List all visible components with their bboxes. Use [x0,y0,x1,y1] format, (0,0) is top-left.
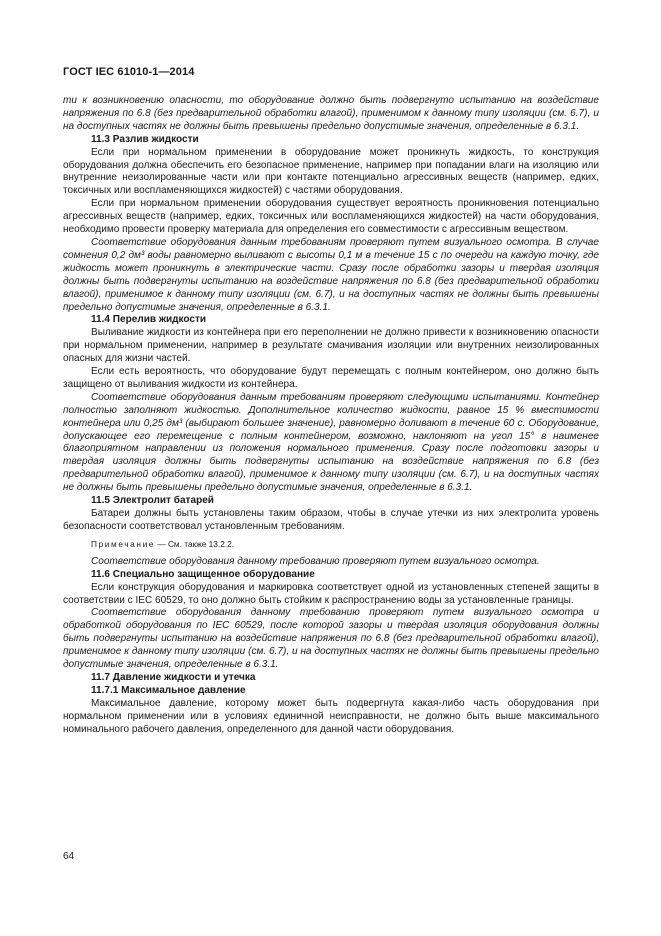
section-heading: 11.5 Электролит батарей [91,495,214,507]
compliance-paragraph: Соответствие оборудования данным требованиям проверяют путем визуального осмотра. В случае сомнения 0,2 дм³ воды равномерно выливают с высоты 0,1 м в течение 15 с по очереди на каждую точку, где жидкость может проникнуть в электрические части. Сразу после обработки зазоры и твердая изоляция должны быть подвергнуты испытанию на воздействие напряжения по 6.8 (без предварительной обработки влагой), применимое к данному типу изоляции (см. 6.7), и на доступных частях не должны быть превышены предельно допустимые значения, определенные в 6.3.1. [63,236,599,313]
paragraph: Если при нормальном применении в оборудование может проникнуть жидкость, то конструкция оборудования должна обеспечить его безопасное применение, например при попадании влаги на изоляцию или внутренние неизолированные части или при контакте потенциально агрессивных веществ (например, едких, токсичных или воспламеняющихся жидкостей) с частями оборудования. [63,146,599,197]
paragraph: Батареи должны быть установлены таким образом, чтобы в случае утечки из них электролита уровень безопасности соответствовал установленным требованиям. [63,508,599,532]
compliance-paragraph: Соответствие оборудования данному требованию проверяют путем визуального осмотра. [91,555,540,567]
section-heading: 11.7.1 Максимальное давление [91,684,246,696]
section-heading: 11.7 Давление жидкости и утечка [91,671,256,683]
paragraph: Если при нормальном применении оборудования существует вероятность проникновения потенциально агрессивных веществ (например, едких, токсичных или воспламеняющихся жидкостей) на части оборудования, необходимо провести проверку материала для определения его совместимости с агрессивным веществом. [63,198,599,236]
document-body [63,95,599,737]
section-heading: 11.4 Перелив жидкости [91,314,207,326]
page-number: 64 [63,851,75,862]
section-heading: 11.3 Разлив жидкости [91,133,199,145]
note [63,539,599,550]
compliance-paragraph: Соответствие оборудования данным требованиям проверяют следующими испытаниями. Контейнер полностью заполняют жидкостью. Дополнительное количество жидкости, равное 15 % вместимости контейнера или 0,25 дм³ (выбирают большее значение), равномерно доливают в течение 60 с. Оборудование, допускающее его перемещение с полным контейнером, возможно, наклоняют на угол 15° в наименее благоприятном направлении из положения нормального применения. Сразу после подготовки зазоры и твердая изоляция должны быть подвергнуты испытанию на воздействие напряжения по 6.8 (без предварительной обработки влагой), применимое к данному типу изоляции (см. 6.7), и на доступных частях не должны быть превышены предельно допустимые значения, определенные в 6.3.1. [63,391,599,494]
paragraph: Максимальное давление, которому может быть подвергнута какая-либо часть оборудования при нормальном применении или в условиях единичной неисправности, не должно быть выше максимального номинального рабочего давления, определенного для данной части оборудования. [63,697,599,735]
paragraph: Если есть вероятность, что оборудование будут перемещать с полным контейнером, оно должно быть защищено от выливания жидкости из контейнера. [63,366,599,390]
compliance-paragraph: Соответствие оборудования данному требованию проверяют путем визуального осмотра и обработкой оборудования по IEC 60529, после которой зазоры и твердая изоляция оборудования должны быть подвергнуты испытанию на воздействие напряжения по 6.8 (без предварительной обработки влагой), применимое к данному типу изоляции (см. 6.7), и на доступных частях не должны быть превышены предельно допустимые значения, определенные в 6.3.1. [63,607,599,671]
compliance-paragraph: ти к возникновению опасности, то оборудование должно быть подвергнуто испытанию на воздействие напряжения по 6.8 (без предварительной обработки влагой), применимом к данному типу изоляции (см. 6.7), и на доступных частях не должны быть превышены предельно допустимые значения, определенные в 6.3.1. [63,95,599,132]
note-text: — См. также 13.2.2. [155,538,235,549]
note-label: Примечание [91,538,156,549]
document-header: ГОСТ IEC 61010-1—2014 [63,66,195,78]
paragraph: Выливание жидкости из контейнера при его переполнении не должно привести к возникновению опасности при нормальном применении, например в результате смачивания изоляции или внутренних неизолированных опасных для жизни частей. [63,327,599,365]
section-heading: 11.6 Специально защищенное оборудование [91,568,315,580]
paragraph: Если конструкция оборудования и маркировка соответствует одной из установленных степеней защиты в соответствии с IEC 60529, то оно должно быть стойким к распространению воды за установленные границы. [63,581,599,606]
